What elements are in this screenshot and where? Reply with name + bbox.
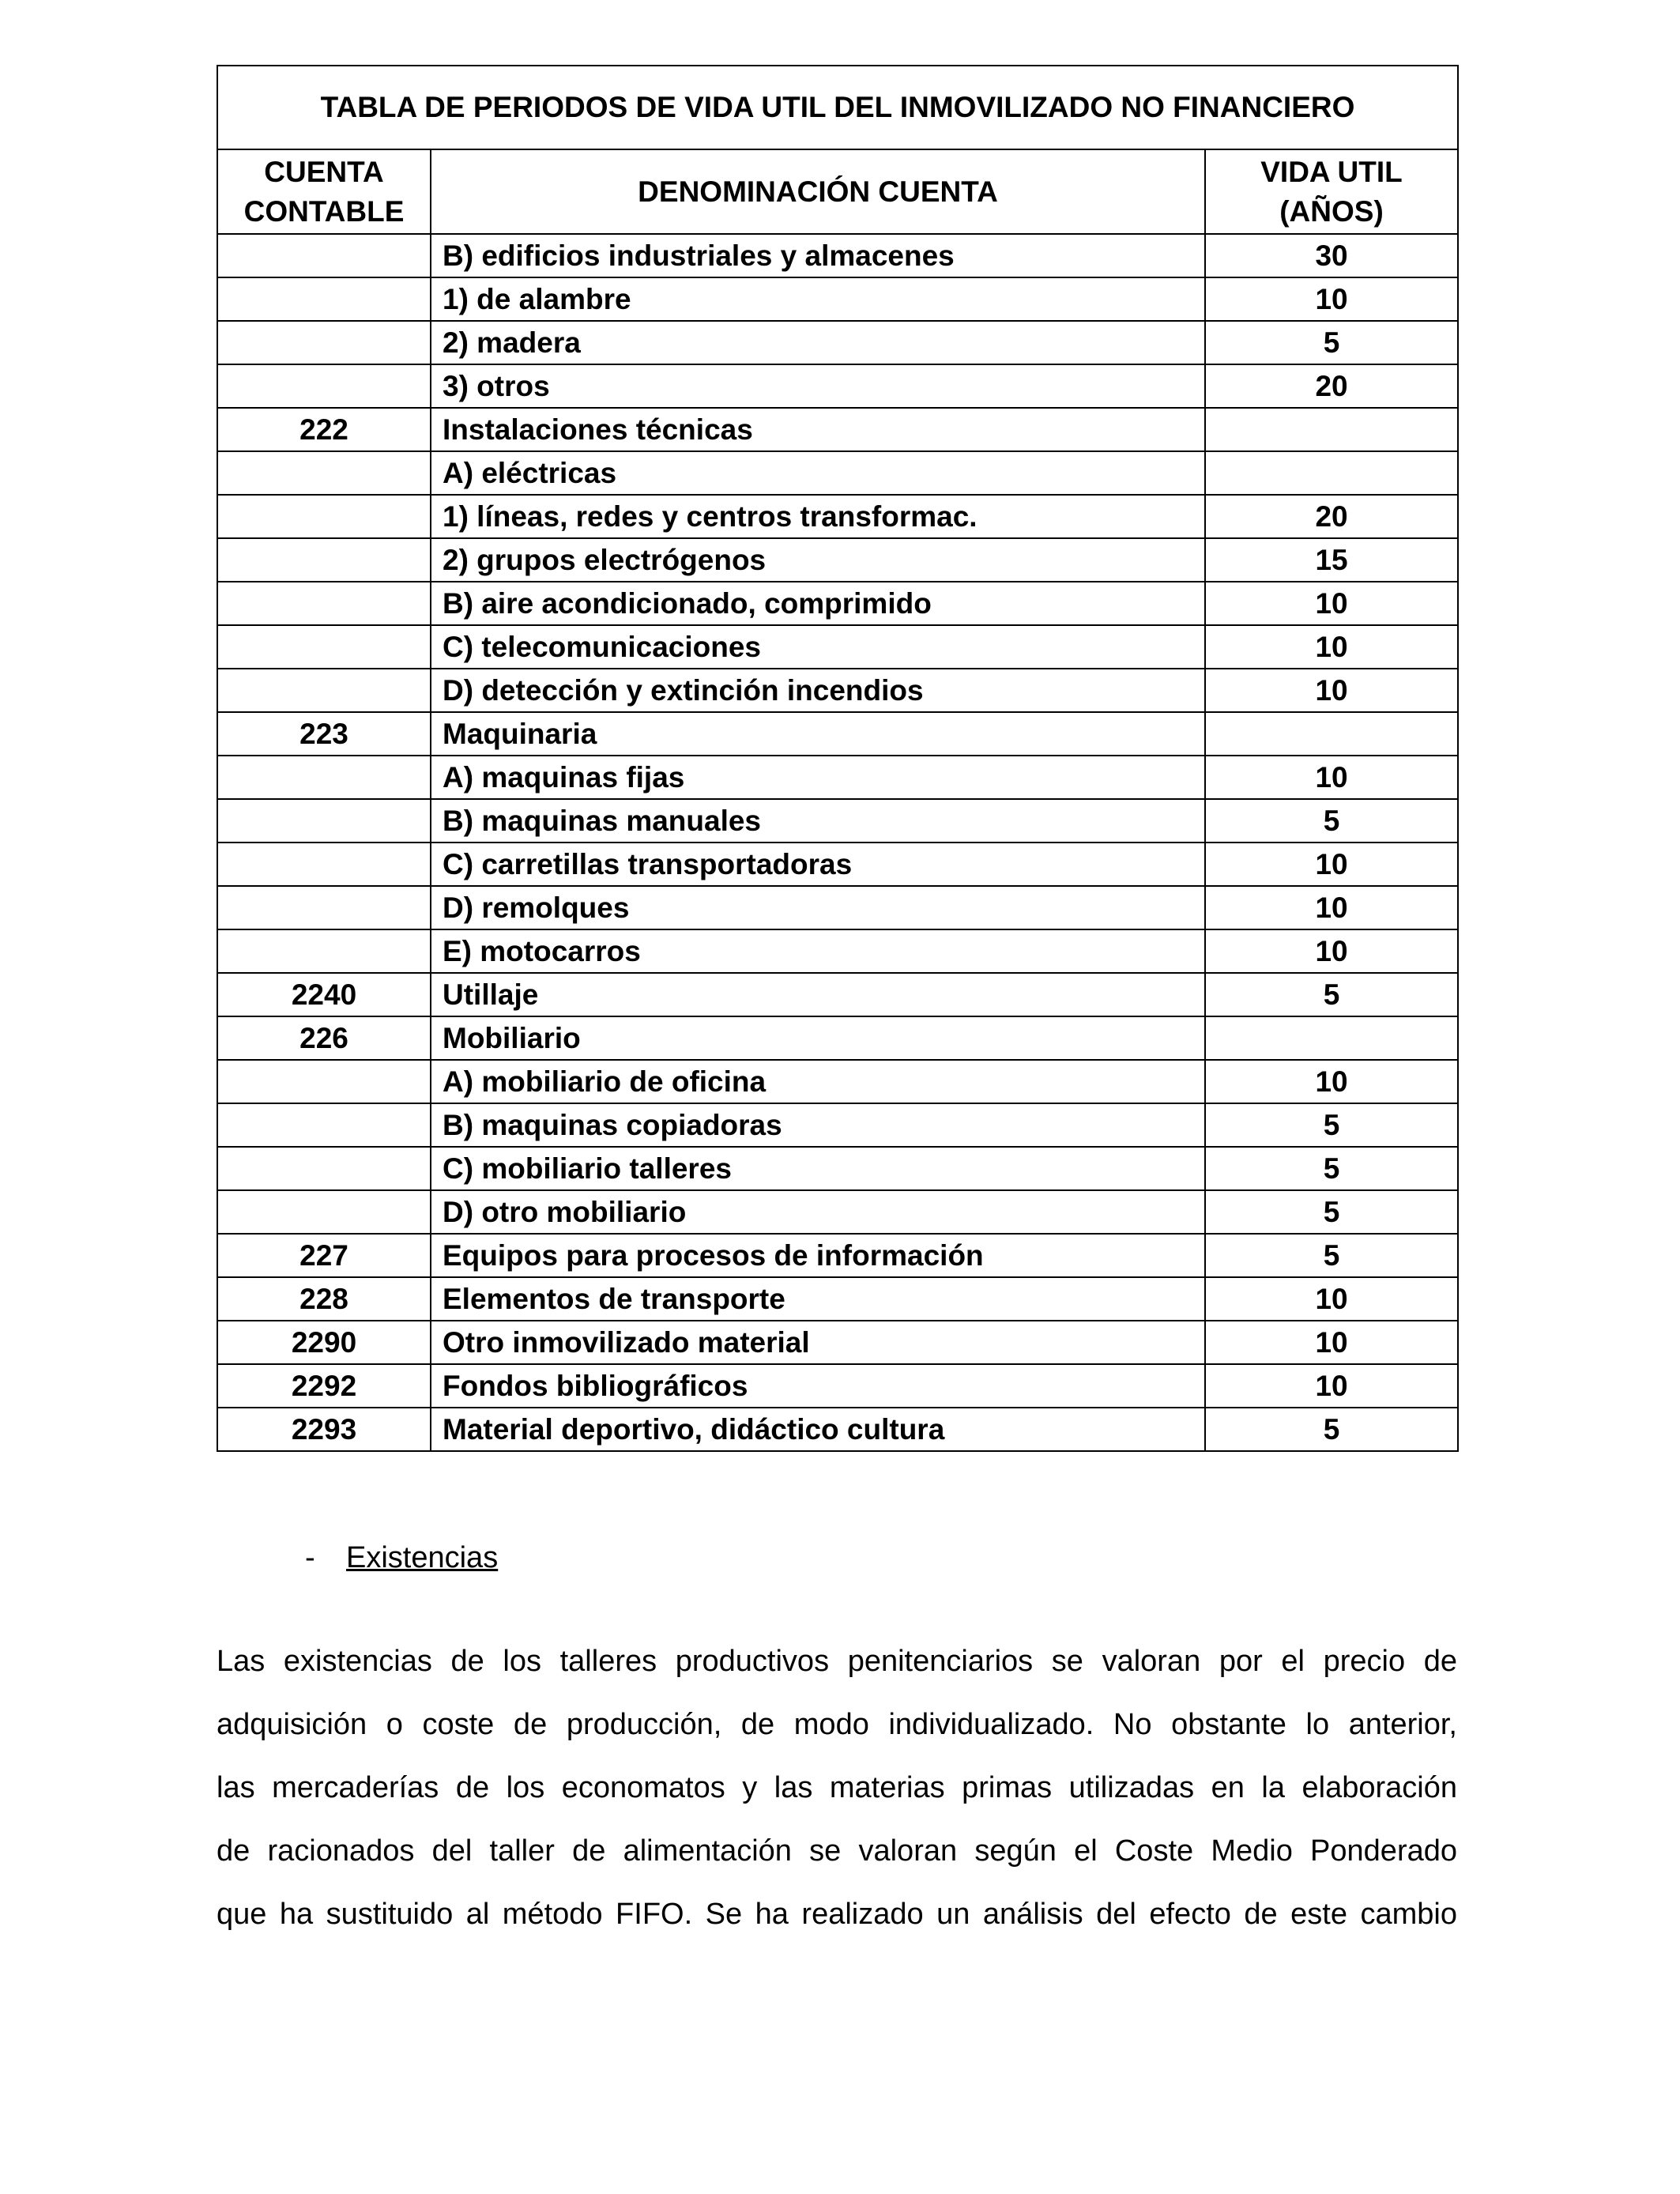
cell-useful-life: 10	[1205, 843, 1458, 886]
cell-useful-life: 10	[1205, 1060, 1458, 1103]
cell-denomination: D) otro mobiliario	[431, 1190, 1205, 1234]
table-row	[217, 364, 1458, 408]
cell-useful-life: 5	[1205, 973, 1458, 1016]
cell-denomination: 1) de alambre	[431, 277, 1205, 321]
cell-account	[217, 929, 431, 973]
cell-denomination: Fondos bibliográficos	[431, 1364, 1205, 1408]
body-line: Las existencias de los talleres productivos penitenciarios se valoran por el precio de	[217, 1645, 1457, 1678]
body-line: adquisición o coste de producción, de modo individualizado. No obstante lo anterior,	[217, 1708, 1457, 1741]
cell-useful-life: 10	[1205, 277, 1458, 321]
cell-useful-life: 5	[1205, 1408, 1458, 1451]
cell-account	[217, 1190, 431, 1234]
cell-denomination: B) aire acondicionado, comprimido	[431, 582, 1205, 625]
table-row	[217, 1060, 1458, 1103]
cell-account	[217, 843, 431, 886]
table-row	[217, 538, 1458, 582]
table-row	[217, 495, 1458, 538]
table-row	[217, 277, 1458, 321]
table-row	[217, 799, 1458, 843]
cell-account: 223	[217, 712, 431, 756]
cell-denomination: 3) otros	[431, 364, 1205, 408]
cell-useful-life	[1205, 712, 1458, 756]
cell-useful-life: 5	[1205, 1103, 1458, 1147]
cell-account: 222	[217, 408, 431, 451]
cell-denomination: 1) líneas, redes y centros transformac.	[431, 495, 1205, 538]
cell-useful-life: 10	[1205, 582, 1458, 625]
cell-denomination: A) mobiliario de oficina	[431, 1060, 1205, 1103]
table-row	[217, 451, 1458, 495]
useful-life-table-container	[217, 65, 1457, 1452]
cell-useful-life: 5	[1205, 799, 1458, 843]
cell-account	[217, 1147, 431, 1190]
cell-account	[217, 886, 431, 929]
cell-account: 226	[217, 1016, 431, 1060]
cell-account	[217, 582, 431, 625]
cell-account	[217, 625, 431, 669]
table-row	[217, 408, 1458, 451]
table-row	[217, 756, 1458, 799]
table-title: TABLA DE PERIODOS DE VIDA UTIL DEL INMOVILIZADO NO FINANCIERO	[217, 66, 1458, 149]
cell-account	[217, 321, 431, 364]
cell-denomination: C) carretillas transportadoras	[431, 843, 1205, 886]
cell-useful-life: 5	[1205, 1190, 1458, 1234]
cell-account: 228	[217, 1277, 431, 1321]
cell-account	[217, 1103, 431, 1147]
table-row	[217, 1234, 1458, 1277]
table-row	[217, 1408, 1458, 1451]
cell-useful-life: 5	[1205, 1234, 1458, 1277]
cell-useful-life: 20	[1205, 495, 1458, 538]
cell-useful-life: 15	[1205, 538, 1458, 582]
cell-denomination: C) telecomunicaciones	[431, 625, 1205, 669]
cell-denomination: Otro inmovilizado material	[431, 1321, 1205, 1364]
body-line: las mercaderías de los economatos y las materias primas utilizadas en la elaboración	[217, 1771, 1457, 1804]
table-row	[217, 1016, 1458, 1060]
cell-useful-life: 10	[1205, 625, 1458, 669]
cell-denomination: D) detección y extinción incendios	[431, 669, 1205, 712]
cell-denomination: 2) madera	[431, 321, 1205, 364]
cell-denomination: E) motocarros	[431, 929, 1205, 973]
cell-denomination: B) edificios industriales y almacenes	[431, 234, 1205, 277]
body-paragraph	[217, 1638, 1457, 1954]
cell-account	[217, 1060, 431, 1103]
table-title-row	[217, 66, 1458, 149]
table-row	[217, 929, 1458, 973]
table-row	[217, 1190, 1458, 1234]
cell-account	[217, 669, 431, 712]
cell-denomination: Material deportivo, didáctico cultura	[431, 1408, 1205, 1451]
table-header-row	[217, 149, 1458, 234]
cell-denomination: Utillaje	[431, 973, 1205, 1016]
table-row	[217, 234, 1458, 277]
cell-useful-life: 10	[1205, 669, 1458, 712]
cell-useful-life	[1205, 408, 1458, 451]
cell-account	[217, 495, 431, 538]
cell-useful-life: 10	[1205, 886, 1458, 929]
cell-account: 2293	[217, 1408, 431, 1451]
cell-account	[217, 756, 431, 799]
cell-denomination: Equipos para procesos de información	[431, 1234, 1205, 1277]
body-line: que ha sustituido al método FIFO. Se ha realizado un análisis del efecto de este cambio	[217, 1898, 1457, 1931]
table-row	[217, 1321, 1458, 1364]
table-row	[217, 1147, 1458, 1190]
cell-denomination: C) mobiliario talleres	[431, 1147, 1205, 1190]
cell-useful-life: 10	[1205, 756, 1458, 799]
cell-account	[217, 364, 431, 408]
cell-denomination: B) maquinas manuales	[431, 799, 1205, 843]
cell-account	[217, 234, 431, 277]
cell-denomination: Maquinaria	[431, 712, 1205, 756]
cell-useful-life: 10	[1205, 1277, 1458, 1321]
table-row	[217, 1103, 1458, 1147]
table-row	[217, 669, 1458, 712]
cell-denomination: Elementos de transporte	[431, 1277, 1205, 1321]
useful-life-table	[217, 65, 1459, 1452]
cell-account	[217, 451, 431, 495]
cell-account: 2240	[217, 973, 431, 1016]
cell-denomination: A) eléctricas	[431, 451, 1205, 495]
cell-denomination: D) remolques	[431, 886, 1205, 929]
header-account: CUENTA CONTABLE	[217, 149, 431, 234]
cell-account	[217, 538, 431, 582]
section-bullet: -	[305, 1541, 315, 1574]
cell-account: 2292	[217, 1364, 431, 1408]
cell-denomination: Mobiliario	[431, 1016, 1205, 1060]
table-row	[217, 886, 1458, 929]
cell-denomination: Instalaciones técnicas	[431, 408, 1205, 451]
cell-useful-life: 10	[1205, 1321, 1458, 1364]
cell-account: 2290	[217, 1321, 431, 1364]
cell-useful-life: 20	[1205, 364, 1458, 408]
cell-account	[217, 799, 431, 843]
cell-useful-life	[1205, 451, 1458, 495]
table-row	[217, 625, 1458, 669]
table-row	[217, 843, 1458, 886]
table-row	[217, 582, 1458, 625]
table-body	[217, 234, 1458, 1451]
table-row	[217, 1364, 1458, 1408]
cell-useful-life: 30	[1205, 234, 1458, 277]
header-denomination: DENOMINACIÓN CUENTA	[431, 149, 1205, 234]
header-useful-life: VIDA UTIL (AÑOS)	[1205, 149, 1458, 234]
section-heading	[305, 1537, 498, 1578]
cell-useful-life	[1205, 1016, 1458, 1060]
cell-denomination: B) maquinas copiadoras	[431, 1103, 1205, 1147]
cell-useful-life: 10	[1205, 929, 1458, 973]
cell-denomination: A) maquinas fijas	[431, 756, 1205, 799]
section-heading-label: Existencias	[346, 1541, 499, 1574]
body-line: de racionados del taller de alimentación se valoran según el Coste Medio Ponderado	[217, 1834, 1457, 1868]
cell-account	[217, 277, 431, 321]
table-row	[217, 321, 1458, 364]
table-row	[217, 973, 1458, 1016]
cell-useful-life: 5	[1205, 321, 1458, 364]
table-row	[217, 712, 1458, 756]
cell-account: 227	[217, 1234, 431, 1277]
cell-useful-life: 10	[1205, 1364, 1458, 1408]
table-row	[217, 1277, 1458, 1321]
cell-denomination: 2) grupos electrógenos	[431, 538, 1205, 582]
cell-useful-life: 5	[1205, 1147, 1458, 1190]
